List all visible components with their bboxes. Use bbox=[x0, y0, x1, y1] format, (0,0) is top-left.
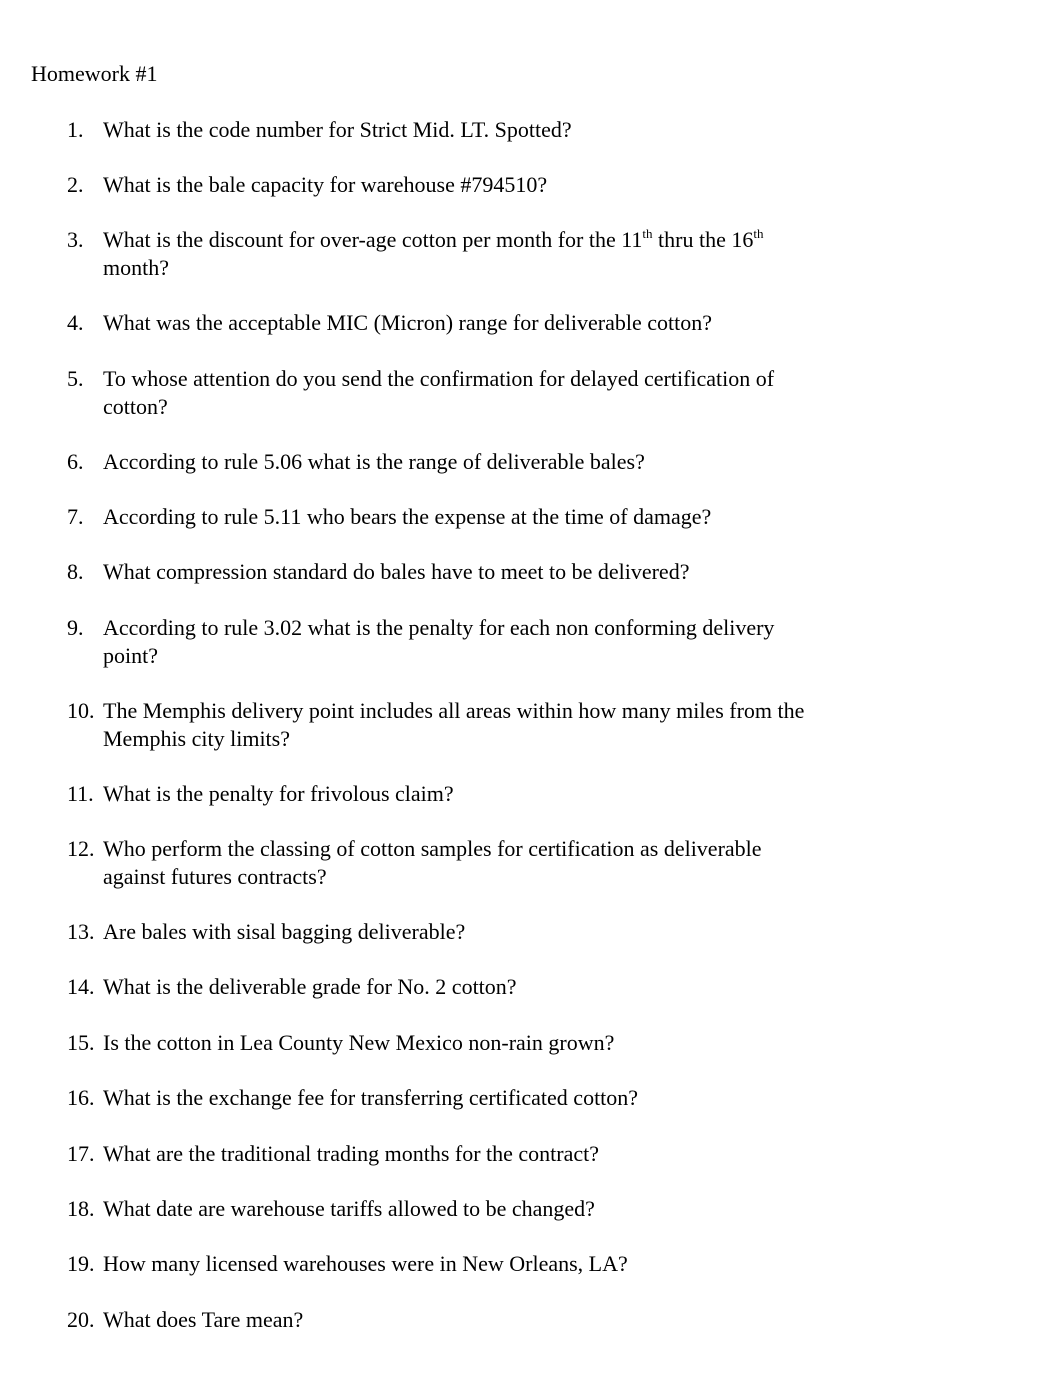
question-number: 12. bbox=[67, 836, 95, 861]
question-number: 18. bbox=[67, 1196, 95, 1221]
question-text bbox=[103, 309, 903, 337]
question-text bbox=[103, 1029, 903, 1057]
ordinal-superscript: th bbox=[753, 226, 764, 241]
question-number: 4. bbox=[67, 310, 84, 335]
question-number: 2. bbox=[67, 172, 84, 197]
question-line: According to rule 5.11 who bears the expense at the time of damage? bbox=[103, 504, 712, 529]
question-text bbox=[103, 116, 903, 144]
question-number: 14. bbox=[67, 974, 95, 999]
question-text bbox=[103, 780, 903, 808]
question-line: What is the deliverable grade for No. 2 cotton? bbox=[103, 974, 517, 999]
question-line bbox=[103, 226, 903, 254]
question-number: 1. bbox=[67, 117, 84, 142]
question-line: Are bales with sisal bagging deliverable? bbox=[103, 919, 466, 944]
question-number: 13. bbox=[67, 919, 95, 944]
question-number: 10. bbox=[67, 698, 95, 723]
question-line: What is the code number for Strict Mid. LT. Spotted? bbox=[103, 117, 572, 142]
question-line: cotton? bbox=[103, 394, 168, 419]
question-line: month? bbox=[103, 255, 169, 280]
question-text bbox=[103, 365, 903, 421]
ordinal-superscript: th bbox=[642, 226, 653, 241]
question-text bbox=[103, 697, 903, 753]
page-title: Homework #1 bbox=[31, 61, 158, 86]
question-line: What are the traditional trading months for the contract? bbox=[103, 1141, 600, 1166]
question-number: 3. bbox=[67, 227, 84, 252]
question-line: To whose attention do you send the confirmation for delayed certification of bbox=[103, 366, 775, 391]
question-line: What date are warehouse tariffs allowed to be changed? bbox=[103, 1196, 595, 1221]
question-line: What was the acceptable MIC (Micron) range for deliverable cotton? bbox=[103, 310, 713, 335]
question-line: Memphis city limits? bbox=[103, 726, 290, 751]
question-text bbox=[103, 226, 903, 282]
question-text bbox=[103, 558, 903, 586]
question-line: What compression standard do bales have to meet to be delivered? bbox=[103, 559, 690, 584]
question-text bbox=[103, 1306, 903, 1334]
question-text bbox=[103, 614, 903, 670]
question-line: What is the exchange fee for transferring certificated cotton? bbox=[103, 1085, 639, 1110]
question-line: The Memphis delivery point includes all areas within how many miles from the bbox=[103, 698, 805, 723]
question-text bbox=[103, 918, 903, 946]
question-number: 19. bbox=[67, 1251, 95, 1276]
question-line: Is the cotton in Lea County New Mexico non-rain grown? bbox=[103, 1030, 615, 1055]
question-text bbox=[103, 1140, 903, 1168]
question-number: 9. bbox=[67, 615, 84, 640]
question-text bbox=[103, 448, 903, 476]
question-line: against futures contracts? bbox=[103, 864, 327, 889]
question-line: What does Tare mean? bbox=[103, 1307, 304, 1332]
question-line: According to rule 3.02 what is the penalty for each non conforming delivery bbox=[103, 615, 775, 640]
question-text bbox=[103, 835, 903, 891]
question-line: point? bbox=[103, 643, 158, 668]
question-text bbox=[103, 1084, 903, 1112]
question-number: 17. bbox=[67, 1141, 95, 1166]
question-number: 7. bbox=[67, 504, 84, 529]
question-number: 16. bbox=[67, 1085, 95, 1110]
question-line: How many licensed warehouses were in New Orleans, LA? bbox=[103, 1251, 628, 1276]
question-line: According to rule 5.06 what is the range of deliverable bales? bbox=[103, 449, 645, 474]
question-line: What is the bale capacity for warehouse #794510? bbox=[103, 172, 548, 197]
question-text-segment: What is the discount for over-age cotton per month for the 11 bbox=[103, 227, 643, 252]
question-line: Who perform the classing of cotton samples for certification as deliverable bbox=[103, 836, 762, 861]
question-line: What is the penalty for frivolous claim? bbox=[103, 781, 454, 806]
question-text-segment: thru the 16 bbox=[652, 227, 754, 252]
question-text bbox=[103, 171, 903, 199]
question-text bbox=[103, 1195, 903, 1223]
question-text bbox=[103, 973, 903, 1001]
question-number: 11. bbox=[67, 781, 94, 806]
question-number: 6. bbox=[67, 449, 84, 474]
question-number: 15. bbox=[67, 1030, 95, 1055]
question-text bbox=[103, 503, 903, 531]
question-text bbox=[103, 1250, 903, 1278]
question-number: 20. bbox=[67, 1307, 95, 1332]
question-number: 5. bbox=[67, 366, 84, 391]
question-number: 8. bbox=[67, 559, 84, 584]
